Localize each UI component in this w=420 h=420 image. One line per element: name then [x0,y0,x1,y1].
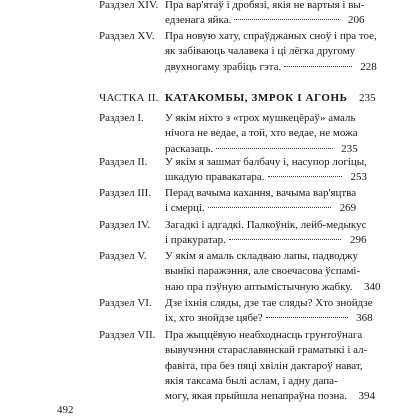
part-label: ЧАСТКА II. [99,92,159,104]
entry-title-line: шкадую правакатара. [165,171,265,184]
leader-dots [266,316,348,318]
leader-dots [268,175,342,177]
entry-title-line: вывучэння старaславянскай граматыкі і ал- [165,344,368,357]
part-title: КАТАКОМБЫ, ЗМРОК І АГОНЬ [165,92,348,104]
entry-title-line: якія таксама былі аслам, і адну дапа- [165,374,338,387]
toc-entry [99,0,365,29]
entry-label: Раздзел III. [99,187,152,199]
toc-entry [99,155,367,186]
toc-entry [99,111,358,157]
entry-page-number: 235 [341,142,358,155]
entry-title-line: Пра вар'ятаў і дробязі, якія не вартыя і вы- [165,0,365,11]
entry-label: Раздзел IV. [99,219,151,231]
toc-entry [99,328,375,404]
entry-page-number: 235 [359,92,376,104]
page-folio-number: 492 [57,404,74,416]
entry-title-line: Пра новую хату, спраўджаных сноў і пра тое, [165,30,377,42]
toc-part-heading [99,91,376,106]
entry-label: Раздзел XIV. [99,0,159,11]
entry-label: Раздзел VI. [99,297,152,309]
entry-title-line: могу, якая прыйшла непапраўна позна. [165,390,347,403]
entry-title-line: У якім я амаль складваю лапы, падводжу [165,250,358,262]
entry-page-number: 368 [356,312,373,325]
entry-title-line: Перад вачыма кахання, вачыма вар'яцтва [165,187,357,199]
toc-entry [99,29,377,75]
leader-dots [216,147,332,149]
entry-title-line: і смерці. [165,202,205,215]
entry-page-number: 296 [349,234,367,247]
entry-label: Раздзел V. [99,250,147,262]
entry-title-line: Пра жыццёвую неабходнасць грунтоўнага [165,329,363,341]
entry-title-line: і пракуратар. [165,234,226,247]
entry-label: Раздзел VII. [99,329,156,341]
entry-title-line: як забіваюць чалавека і ці лёгка другому [165,45,356,58]
toc-entry [99,218,367,249]
entry-title-line: двухногаму зрабіць гэта. [165,60,282,73]
entry-title-line: іх, хто знойдзе цябе? [165,312,263,325]
leader-dots [229,238,342,240]
entry-label: Раздзел II. [99,156,148,168]
entry-title-line: едзенага яйка. [165,14,232,27]
entry-page-number: 394 [358,390,375,403]
toc-entry [99,186,357,217]
entry-title-line: Загадкі і адгадкі. Палкоўнік, лейб-медыкус [165,219,367,231]
leader-dots [208,206,331,208]
toc-entry [99,249,381,295]
entry-page-number: 206 [347,14,365,27]
entry-title-line: расказаць. [165,142,214,155]
entry-title-line: фавіта, пра без пяці хвілін дактароў нават, [165,359,363,372]
entry-page-number: 253 [350,171,367,184]
leader-dots [284,65,352,67]
entry-title-line: вынікі паражэння, але своечасова ўспамі- [165,265,361,278]
leader-dots [234,18,339,20]
entry-title-line: Дзе іхнія сляды, дзе тае сляды? Хто знойдзе [165,297,373,309]
entry-page-number: 228 [360,60,377,73]
entry-title-line: У якім ніхто з «трох мушкецёраў» амаль [165,112,356,124]
entry-page-number: 269 [339,202,357,215]
entry-title-line: нічога не ведае, а той, хто ведае, не можа [165,127,358,140]
entry-label: Раздзел I. [99,112,144,124]
toc-entry [99,296,373,327]
entry-title-line: наю пра пэўную аптымістычную жабку. [165,280,353,293]
entry-page-number: 340 [363,280,381,293]
entry-title-line: У якім я зашмат балбачу і, насупор логіцы, [165,156,367,168]
entry-label: Раздзел XV. [99,30,155,42]
